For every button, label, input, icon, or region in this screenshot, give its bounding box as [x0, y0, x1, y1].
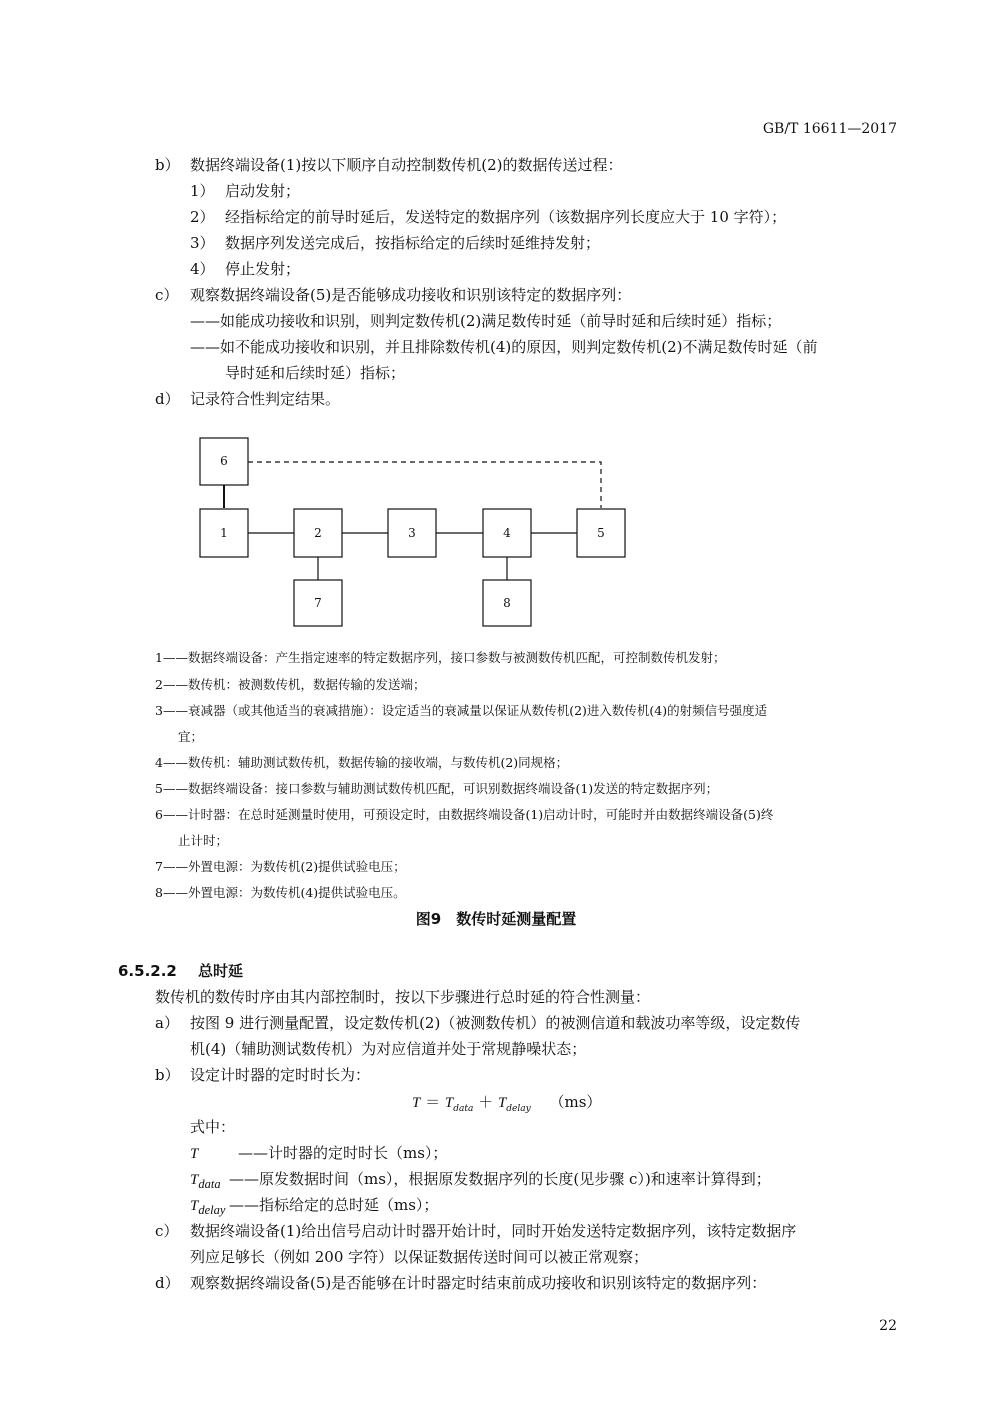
- substep-2-text: 经指标给定的前导时延后，发送特定的数据序列（该数据序列长度应大于 10 字符）；: [225, 208, 787, 226]
- var-2-desc: ——原发数据时间（ms），根据原发数据序列的长度(见步骤 c）)和速率计算得到；: [229, 1170, 771, 1188]
- legend-item-8: 8——外置电源：为数传机(4)提供试验电压。: [155, 885, 406, 900]
- formula-t1-sub: data: [453, 1104, 474, 1114]
- box-1-label: 1: [220, 526, 228, 540]
- legend-item-7: 7——外置电源：为数传机(2)提供试验电压；: [155, 859, 406, 874]
- legend-item-5: 5——数据终端设备：接口参数与辅助测试数传机匹配，可识别数据终端设备(1)发送的特定数据序列；: [155, 781, 719, 796]
- formula-t2: T: [497, 1095, 507, 1111]
- standard-code: GB/T 16611—2017: [762, 121, 897, 137]
- box-5-label: 5: [597, 526, 605, 540]
- var-1-desc: ——计时器的定时时长（ms）；: [238, 1144, 448, 1162]
- substep-4-marker: 4）: [190, 260, 215, 278]
- legend-item-3: 3——衰减器（或其他适当的衰减措施）：设定适当的衰减量以保证从数传机(2)进入数传机(4)的射频信号强度适: [155, 703, 768, 718]
- formula-unit: （ms）: [549, 1093, 602, 1111]
- substep-4-text: 停止发射；: [225, 260, 301, 278]
- step-d-marker: d）: [155, 390, 180, 408]
- dashed-link-6-5: [248, 462, 601, 508]
- legend-item-4: 4——数传机：辅助测试数传机，数据传输的接收端，与数传机(2)同规格；: [155, 755, 569, 770]
- formula-t1: T: [444, 1095, 454, 1111]
- step-c-dash-2: ——如不能成功接收和识别，并且排除数传机(4)的原因，则判定数传机(2)不满足数传时延（前: [190, 338, 818, 356]
- sec-step-d-text: 观察数据终端设备(5)是否能够在计时器定时结束前成功接收和识别该特定的数据序列：: [190, 1274, 767, 1292]
- page-number: 22: [879, 1318, 897, 1334]
- box-2-label: 2: [314, 526, 322, 540]
- box-4-label: 4: [503, 526, 511, 540]
- formula-lhs: T: [412, 1095, 421, 1111]
- figure-caption: 图9 数传时延测量配置: [415, 910, 577, 928]
- step-c-dash-2-cont: 导时延和后续时延）指标；: [225, 364, 406, 382]
- section-title: 总时延: [198, 962, 244, 980]
- box-6-label: 6: [220, 454, 228, 468]
- where-label: 式中：: [190, 1118, 236, 1136]
- legend-item-6-cont: 止计时；: [178, 833, 229, 848]
- box-7-label: 7: [314, 596, 322, 610]
- formula-eq: ＝: [425, 1093, 441, 1111]
- step-c-dash-1: ——如能成功接收和识别，则判定数传机(2)满足数传时延（前导时延和后续时延）指标；: [190, 312, 782, 330]
- legend-item-1: 1——数据终端设备：产生指定速率的特定数据序列，接口参数与被测数传机匹配，可控制数传机发射；: [155, 650, 726, 665]
- var-row-3: [190, 1195, 225, 1220]
- var-3-sub: delay: [198, 1203, 226, 1217]
- sec-step-a-text: 按图 9 进行测量配置，设定数传机(2)（被测数传机）的被测信道和载波功率等级，设定数传: [190, 1014, 801, 1032]
- legend-item-3-cont: 宜；: [178, 729, 204, 744]
- var-2-symbol: T: [190, 1172, 199, 1188]
- section-number: 6.5.2.2: [118, 962, 177, 980]
- box-3-label: 3: [408, 526, 416, 540]
- sec-step-a-cont: 机(4)（辅助测试数传机）为对应信道并处于常规静噪状态；: [190, 1040, 587, 1058]
- sec-step-c-marker: c）: [155, 1222, 179, 1240]
- step-b-marker: b）: [155, 156, 180, 174]
- var-1-symbol: T: [190, 1146, 199, 1162]
- legend-item-2: 2——数传机：被测数传机，数据传输的发送端；: [155, 677, 426, 692]
- box-8-label: 8: [503, 596, 511, 610]
- step-d-text: 记录符合性判定结果。: [190, 390, 341, 408]
- substep-3-marker: 3）: [190, 234, 215, 252]
- sec-step-c-text: 数据终端设备(1)给出信号启动计时器开始计时，同时开始发送特定数据序列，该特定数据序: [190, 1222, 797, 1240]
- var-3-symbol: T: [190, 1198, 199, 1214]
- legend-item-6: 6——计时器：在总时延测量时使用，可预设定时，由数据终端设备(1)启动计时，可能时并由数据终端设备(5)终: [155, 807, 774, 822]
- sec-step-a-marker: a）: [155, 1014, 179, 1032]
- substep-3-text: 数据序列发送完成后，按指标给定的后续时延维持发射；: [225, 234, 601, 252]
- sec-step-c-cont: 列应足够长（例如 200 字符）以保证数据传送时间可以被正常观察；: [190, 1248, 649, 1266]
- step-c-text: 观察数据终端设备(5)是否能够成功接收和识别该特定的数据序列：: [190, 286, 632, 304]
- formula-t2-sub: delay: [506, 1104, 531, 1114]
- var-2-sub: data: [198, 1177, 221, 1191]
- formula: [412, 1091, 601, 1114]
- var-row-2: [190, 1169, 221, 1194]
- step-c-marker: c）: [155, 286, 179, 304]
- sec-step-d-marker: d）: [155, 1274, 180, 1292]
- measurement-diagram: [190, 430, 640, 640]
- formula-plus: ＋: [478, 1093, 494, 1111]
- section-intro: 数传机的数传时序由其内部控制时，按以下步骤进行总时延的符合性测量：: [155, 988, 651, 1006]
- substep-1-text: 启动发射；: [225, 182, 301, 200]
- step-b-text: 数据终端设备(1)按以下顺序自动控制数传机(2)的数据传送过程：: [190, 156, 623, 174]
- sec-step-b-marker: b）: [155, 1066, 180, 1084]
- var-3-desc: ——指标给定的总时延（ms）；: [229, 1196, 439, 1214]
- substep-1-marker: 1）: [190, 182, 215, 200]
- var-row-1: [190, 1143, 198, 1164]
- sec-step-b-text: 设定计时器的定时时长为：: [190, 1066, 371, 1084]
- substep-2-marker: 2）: [190, 208, 215, 226]
